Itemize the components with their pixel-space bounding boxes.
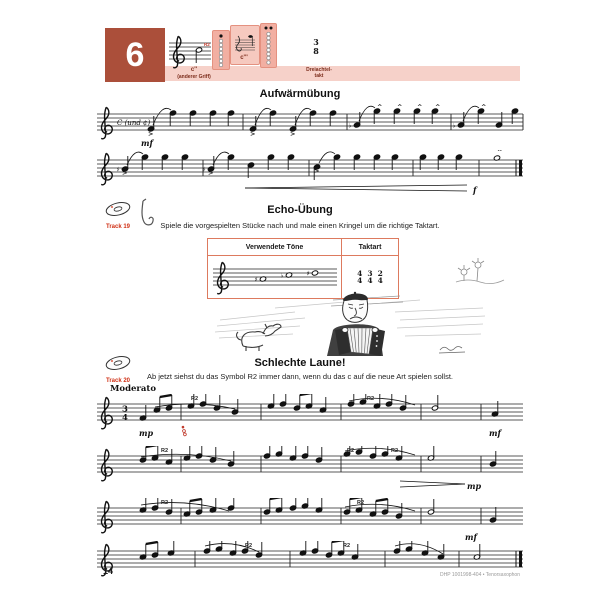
music-staff-piece-3 [95,498,525,544]
music-staff-warmup-2 [95,150,525,196]
track-label: Track 19 [105,224,131,230]
piece-instruction: Ab jetzt siehst du das Symbol R2 immer dann, wenn du das c auf die neue Art spielen sollst. [147,372,453,381]
meter-option[interactable]: 3 4 [367,268,373,285]
slur [255,108,271,125]
unit-number: 6 [125,35,145,74]
r2-symbol: R2 [367,396,375,402]
beam [300,394,312,395]
svg-text:^: ^ [417,104,423,111]
r2-symbol: R2 [245,543,253,549]
dynamic-marking: mp [139,428,154,438]
accordion-player-sketch [327,292,385,356]
final-barline [519,551,522,567]
r2-symbol: R2 [343,543,351,549]
treble-clef-icon [173,36,184,68]
dynamic-marking: f [473,185,477,195]
beam [376,499,388,501]
meter-option[interactable]: 4 4 [357,268,363,285]
warmup-title: Aufwärmübung [259,88,341,100]
meter-symbol: 3 8 [313,37,319,56]
beam [332,541,344,542]
meter-option[interactable]: 2 4 [377,268,383,285]
slur [127,152,143,165]
svg-text:♭: ♭ [452,121,456,130]
svg-text:>: > [148,130,154,138]
beam [190,499,202,501]
treble-clef-icon [101,107,112,139]
treble-clef-icon [101,153,112,185]
slur [153,108,171,125]
slur [395,544,443,554]
slur [319,152,335,163]
r2-symbol: R2 [347,448,355,454]
svg-text:♭: ♭ [348,121,352,130]
table-header-tones: Verwendete Töne [245,243,304,251]
r2-symbol: R2 [161,448,169,454]
meter-caption: Dreiachtel- takt [306,67,332,79]
dynamic-marking: mf [141,138,153,148]
music-staff-piece-4 [95,541,525,587]
music-staff-warmup-1 [95,104,525,150]
svg-text:♯: ♯ [306,269,310,278]
slur [345,448,415,455]
tempo-marking: Moderato [110,384,157,394]
slur [359,106,375,121]
r2-symbol: R2 [391,448,399,454]
svg-text:^: ^ [377,104,383,111]
svg-text:>: > [314,167,320,175]
svg-text:>: > [290,130,296,138]
r2-symbol: R2 [161,500,169,506]
svg-text:^: ^ [397,104,403,111]
table-header-meter: Taktart [341,239,398,255]
svg-text:^: ^ [497,150,503,156]
svg-text:♯: ♯ [202,165,206,174]
music-staff-piece-1 [95,394,525,440]
r2-symbol: R2 [191,396,199,402]
notehead [311,270,318,276]
artist-signature [439,347,465,354]
slur [295,108,311,125]
slur [213,152,229,165]
treble-clef-icon [101,449,112,481]
svg-text:>: > [250,130,256,138]
echo-title: Echo-Übung [267,204,333,216]
svg-text:4: 4 [122,412,128,423]
new-note-caption: c'' (anderer Griff) [177,67,211,80]
treble-clef-icon [101,501,112,533]
treble-clef-icon [101,397,112,429]
unit-number-box [105,28,165,82]
echo-instruction: Spiele die vorgespielten Stücke nach und male einen Kringel um die richtige Taktart. [160,221,440,230]
r2-symbol: R2 [357,500,365,506]
dynamic-marking: mf [465,532,477,542]
fingering-chart-icon [260,23,277,68]
svg-text:♯: ♯ [116,165,120,174]
svg-text:3: 3 [122,404,128,415]
svg-text:^: ^ [435,104,441,111]
beam [146,542,158,544]
svg-text:C (und ¢): C (und ¢) [117,119,151,127]
track-label: Track 20 [105,378,131,384]
svg-text:^: ^ [481,104,487,111]
mini-treble-clef-icon [237,36,242,51]
final-barline [519,160,522,176]
high-note-label: c''' [240,55,248,61]
svg-text:>: > [208,169,214,177]
beam [160,395,172,397]
dynamic-marking: mp [467,481,482,491]
beam [270,498,282,499]
flower-doodle [452,248,508,288]
fingering-r2-label: R2 [204,42,210,47]
page-number: 14 [103,566,114,576]
svg-text:♯: ♯ [254,275,258,284]
svg-text:>: > [122,169,128,177]
fingering-hint-icon [179,424,189,438]
svg-text:♭: ♭ [280,271,284,280]
piece-title: Schlechte Laune! [254,357,346,369]
beam [146,446,158,447]
fingering-chart-icon [212,30,230,70]
dynamic-marking: mf [489,428,501,438]
beam [350,498,362,499]
footer-catalog: DHP 1001998-404 • Tenorsaxophon [440,572,520,578]
slur [463,106,479,121]
illustration-accordion-player [215,290,485,358]
music-staff-piece-2 [95,446,525,492]
